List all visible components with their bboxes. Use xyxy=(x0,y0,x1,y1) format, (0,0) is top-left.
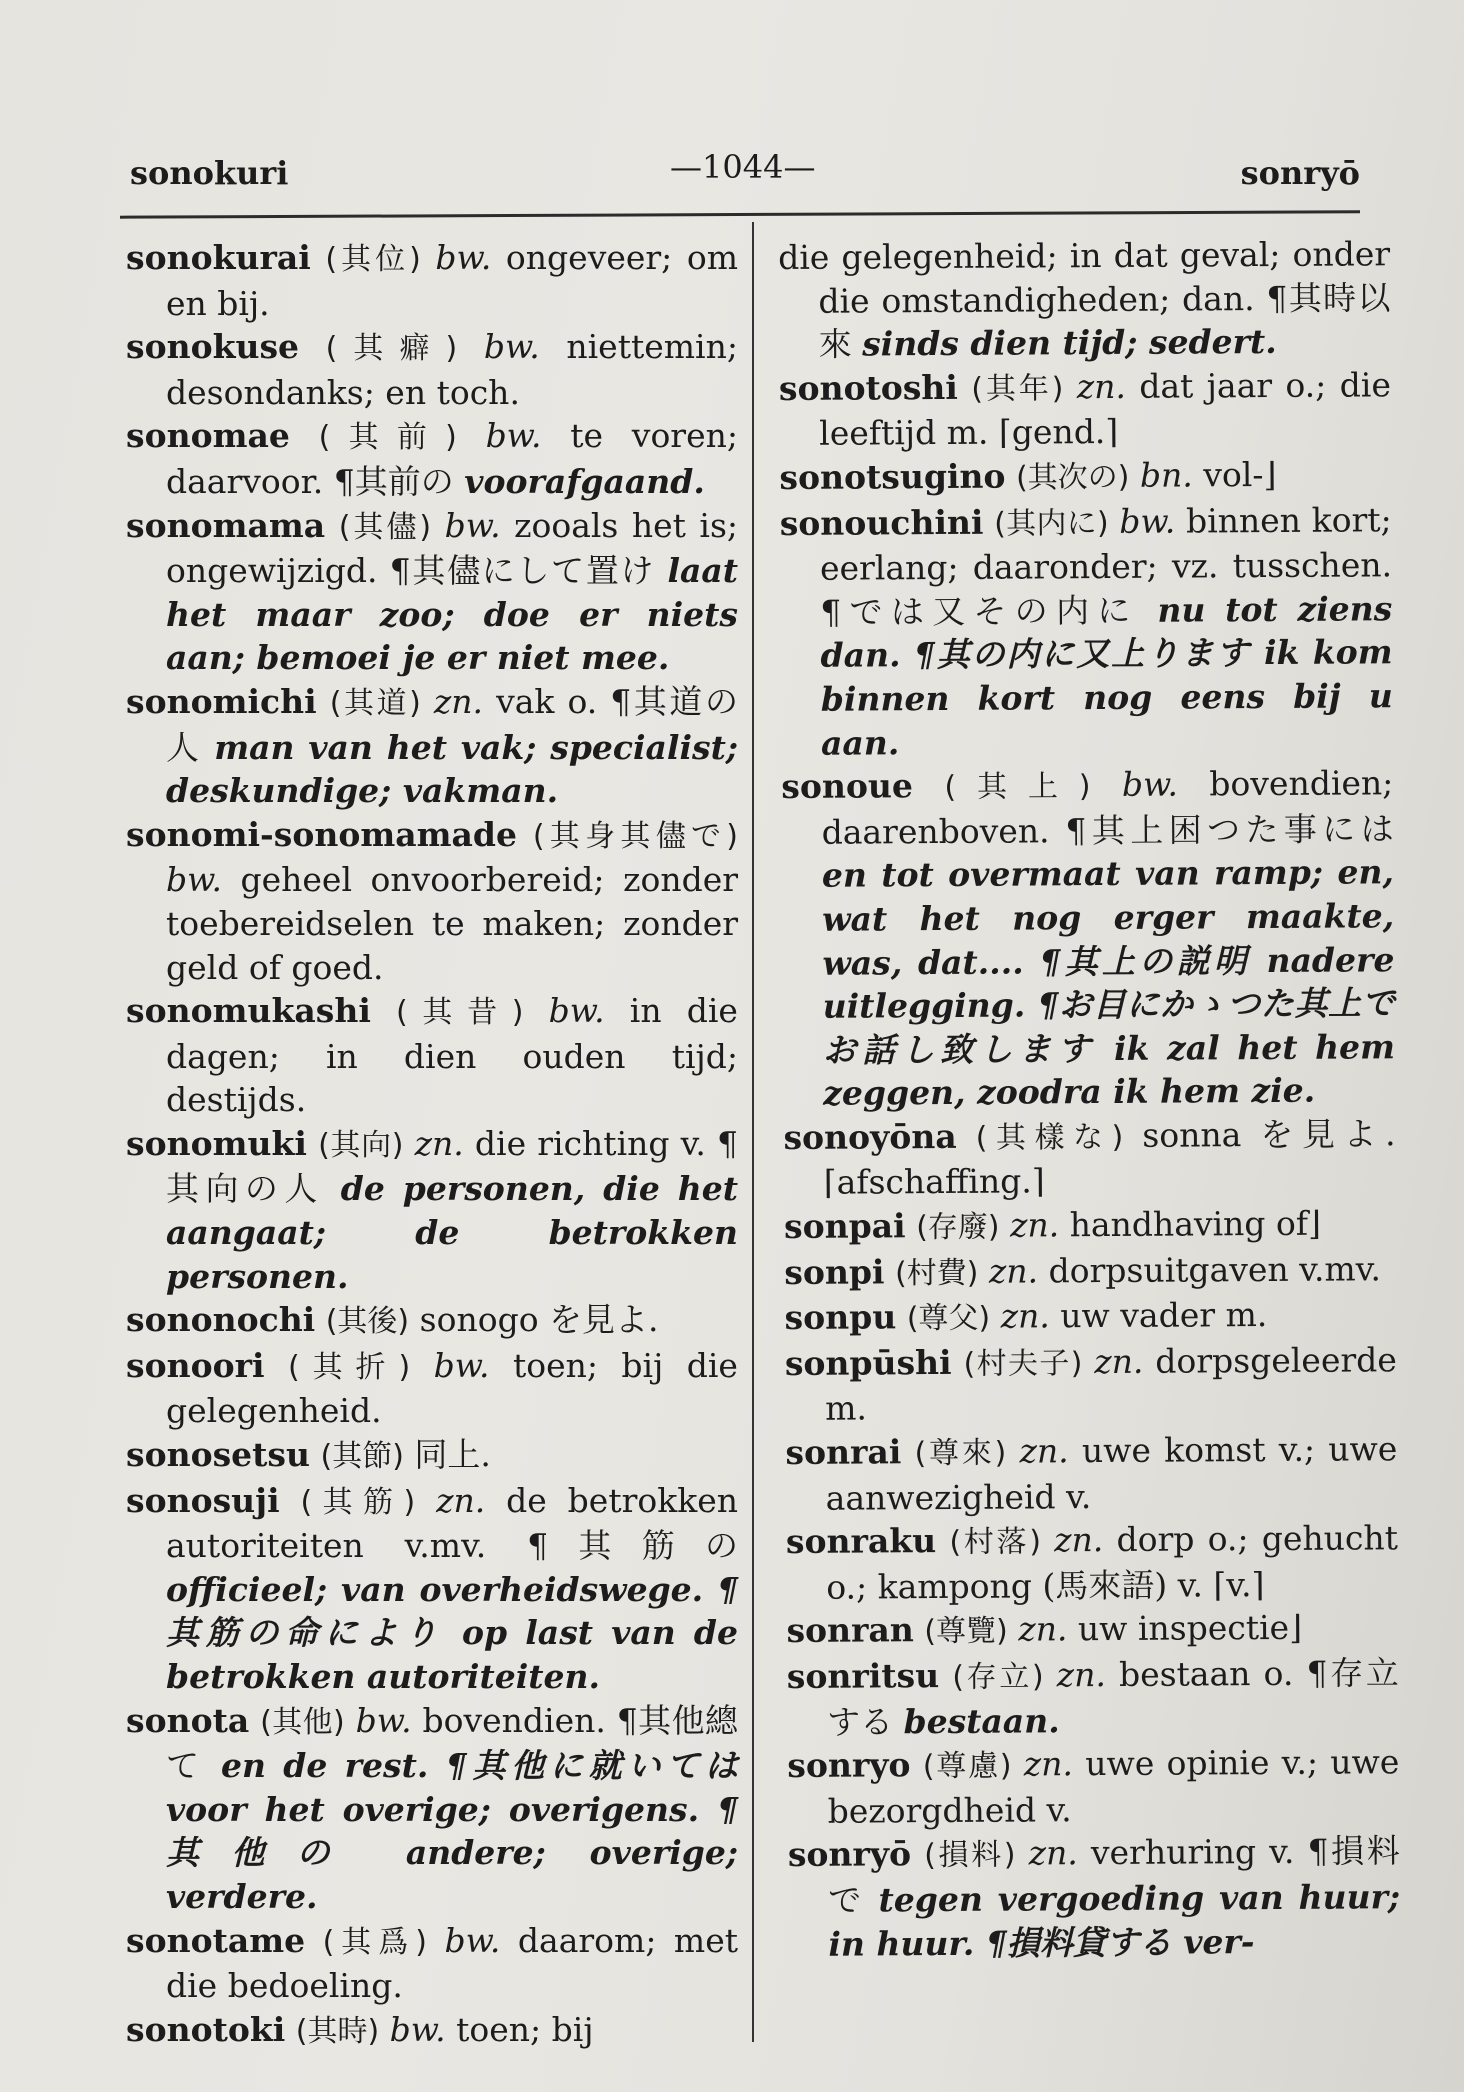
entry-headword: sonotsugino xyxy=(779,456,1006,497)
dictionary-entry xyxy=(788,1830,1401,1967)
entry-headword: sonomuki xyxy=(126,1123,307,1163)
entry-definition: vol-⌋ xyxy=(1203,454,1277,495)
entry-definition: verhuring v. ¶損料で xyxy=(828,1831,1400,1920)
entry-kanji: (尊來) xyxy=(914,1435,1007,1472)
dictionary-entry xyxy=(779,363,1392,456)
entry-part-of-speech: bw. xyxy=(444,1920,501,1960)
entry-kanji: (其折) xyxy=(287,1349,411,1385)
entry-part-of-speech: bw. xyxy=(355,1700,412,1740)
dictionary-entry xyxy=(780,498,1394,765)
entry-definition: uw vader m. xyxy=(1060,1295,1268,1336)
entry-headword: sonouchini xyxy=(779,502,984,543)
entry-part-of-speech: bw. xyxy=(1119,501,1176,541)
entry-kanji: (其爲) xyxy=(322,1924,427,1960)
entry-headword: sonoori xyxy=(126,1345,265,1385)
entry-kanji: (其位) xyxy=(325,242,421,277)
entry-example: de personen, die het aangaat; de betrokken personen. xyxy=(166,1169,739,1296)
header-right-guideword: sonryō xyxy=(1240,154,1360,192)
entry-definition: uw inspectie⌋ xyxy=(1077,1608,1303,1649)
entry-definition: uwe komst v.; uwe aanwezigheid v. xyxy=(825,1429,1398,1518)
entry-definition: 同上. xyxy=(414,1435,491,1475)
entry-definition: die gelegenheid; in dat geval; onder die omstandigheden; dan. ¶其時以來 xyxy=(778,234,1391,364)
dictionary-entry xyxy=(781,761,1395,1115)
dictionary-entry xyxy=(126,813,738,989)
entry-part-of-speech: bw. xyxy=(435,238,492,277)
entry-kanji: (其節) xyxy=(320,1439,404,1475)
entry-part-of-speech: zn. xyxy=(1019,1431,1069,1471)
entry-headword: sonryō xyxy=(787,1834,912,1875)
entry-part-of-speech: bw. xyxy=(166,860,222,900)
dictionary-entry xyxy=(126,1433,738,1479)
page-header xyxy=(130,148,1360,198)
entry-kanji: (存立) xyxy=(952,1659,1044,1695)
entry-headword: sonotoshi xyxy=(778,367,959,408)
dictionary-entry xyxy=(126,1298,738,1344)
entry-kanji: (其内に) xyxy=(994,505,1109,542)
entry-part-of-speech: zn. xyxy=(414,1123,464,1163)
entry-headword: sonrai xyxy=(785,1432,902,1473)
entry-part-of-speech: zn. xyxy=(1000,1296,1050,1336)
entry-part-of-speech: zn. xyxy=(1028,1833,1078,1873)
entry-headword: sonosetsu xyxy=(126,1435,310,1475)
page-number: —1044— xyxy=(670,148,816,186)
entry-definition: niettemin; desondanks; en toch. xyxy=(166,327,738,412)
entry-part-of-speech: zn. xyxy=(1056,1655,1106,1695)
entry-headword: sonpu xyxy=(784,1297,897,1338)
entry-part-of-speech: zn. xyxy=(1023,1744,1074,1784)
entry-part-of-speech: bw. xyxy=(444,505,501,545)
entry-definition: te voren; daarvoor. ¶其前の xyxy=(166,416,738,501)
dictionary-entry xyxy=(126,325,738,414)
entry-part-of-speech: bw. xyxy=(389,2009,446,2049)
entry-definition: zooals het is; ongewijzigd. ¶其儘にして置け xyxy=(166,505,738,591)
dictionary-entry xyxy=(784,1247,1396,1296)
entry-kanji: (尊父) xyxy=(906,1300,991,1337)
entry-part-of-speech: zn. xyxy=(1094,1341,1144,1381)
entry-example: man van het vak; specialist; deskundige; vakman. xyxy=(166,727,739,811)
entry-part-of-speech: zn. xyxy=(1018,1609,1068,1649)
right-column xyxy=(778,232,1401,1966)
entry-kanji: (其上) xyxy=(944,769,1091,806)
entry-definition: ongeveer; om en bij. xyxy=(166,238,738,323)
entry-part-of-speech: bn. xyxy=(1139,455,1193,495)
dictionary-entry xyxy=(784,1292,1396,1341)
dictionary-entry xyxy=(126,1699,738,1919)
entry-kanji: (尊覽) xyxy=(924,1614,1008,1650)
entry-kanji: (其次の) xyxy=(1015,459,1130,496)
entry-kanji: (村夫子) xyxy=(963,1346,1083,1382)
entry-part-of-speech: zn. xyxy=(1009,1205,1060,1245)
dictionary-entry xyxy=(787,1651,1400,1744)
entry-kanji: (其向) xyxy=(318,1127,404,1163)
entry-headword: sonoyōna xyxy=(783,1116,957,1157)
dictionary-entry xyxy=(785,1427,1398,1520)
entry-headword: sonpai xyxy=(783,1206,906,1247)
entry-definition: handhaving of⌋ xyxy=(1069,1203,1322,1245)
entry-definition: dorpsgeleerde m. xyxy=(825,1340,1397,1429)
entry-example: bestaan. xyxy=(903,1700,1060,1741)
dictionary-entry xyxy=(126,414,738,503)
entry-part-of-speech: bw. xyxy=(433,1345,490,1385)
dictionary-entry xyxy=(126,680,738,813)
dictionary-entry xyxy=(126,1479,738,1699)
entry-definition: vak o. ¶其道の人 xyxy=(166,681,738,767)
dictionary-entry xyxy=(784,1201,1396,1250)
entry-headword: sonotame xyxy=(126,1920,306,1960)
entry-definition: sonna を見よ. ⌈afschaffing.⌉ xyxy=(823,1114,1396,1203)
entry-headword: sonomama xyxy=(126,505,326,545)
dictionary-entry xyxy=(126,504,738,680)
entry-part-of-speech: bw. xyxy=(1121,764,1179,805)
entry-headword: sonomichi xyxy=(126,681,317,721)
entry-definition: binnen kort; eerlang; daaronder; vz. tusschen. ¶では又その内に xyxy=(819,499,1393,632)
entry-headword: sonotoki xyxy=(126,2009,286,2049)
entry-headword: sonomukashi xyxy=(126,991,371,1031)
entry-example: voorafgaand. xyxy=(464,461,705,501)
entry-kanji: (其前) xyxy=(318,420,457,456)
entry-example: tegen vergoeding van huur; in huur. ¶損料貸する ver- xyxy=(828,1877,1401,1964)
entry-kanji: (其身其儘で) xyxy=(532,818,738,854)
entry-definition: in die dagen; in dien ouden tijd; destijds. xyxy=(166,991,738,1120)
entry-example: nu tot ziens dan. ¶其の内に又上ります ik kom binnen kort nog eens bij u aan. xyxy=(820,589,1393,763)
entry-kanji: (其時) xyxy=(295,2013,380,2049)
header-left-guideword: sonokuri xyxy=(130,154,289,192)
entry-kanji: (村落) xyxy=(949,1524,1042,1561)
entry-definition: dorp o.; gehucht o.; kampong (馬來語) v. ⌈v.⌉ xyxy=(826,1518,1399,1607)
entry-kanji: (損料) xyxy=(924,1837,1016,1874)
entry-headword: sonpūshi xyxy=(784,1342,952,1383)
entry-part-of-speech: zn. xyxy=(436,1480,486,1520)
entry-definition: geheel onvoorbereid; zonder toebereidselen te maken; zonder geld of goed. xyxy=(166,860,739,987)
entry-headword: sonritsu xyxy=(786,1656,940,1696)
entry-kanji: (尊慮) xyxy=(922,1748,1012,1785)
entry-definition: bovendien; daarenboven. ¶其上困つた事には xyxy=(821,763,1394,852)
entry-definition: toen; bij xyxy=(456,2009,594,2049)
entry-headword: sonraku xyxy=(785,1521,937,1562)
entry-kanji: (其道) xyxy=(329,685,421,721)
entry-example: en de rest. ¶其他に就いては voor het overige; overigens. ¶其他の andere; overige; verdere. xyxy=(166,1746,738,1916)
entry-definition: die richting v. ¶其向の人 xyxy=(166,1123,738,1209)
dictionary-entry xyxy=(783,1112,1396,1205)
dictionary-entry xyxy=(126,236,738,325)
dictionary-entry xyxy=(785,1338,1398,1431)
entry-headword: sonomae xyxy=(126,416,290,456)
entry-kanji: (其樣な) xyxy=(975,1119,1124,1156)
entry-part-of-speech: zn. xyxy=(988,1251,1039,1291)
entry-headword: sononochi xyxy=(126,1300,316,1340)
dictionary-entry xyxy=(126,2008,738,2054)
entry-headword: sonryo xyxy=(787,1745,911,1786)
entry-headword: sonota xyxy=(126,1700,250,1740)
entry-kanji: (其癖) xyxy=(325,331,458,367)
entry-definition: daarom; met die bedoeling. xyxy=(166,1920,738,2006)
dictionary-entry xyxy=(126,1344,738,1433)
entry-headword: sonomi-sonomamade xyxy=(126,814,518,854)
dictionary-entry xyxy=(126,1919,738,2008)
entry-definition: de betrokken autoriteiten v.mv. ¶其筋の xyxy=(166,1480,739,1566)
entry-part-of-speech: zn. xyxy=(433,681,484,721)
entry-kanji: (其昔) xyxy=(396,995,524,1031)
column-divider xyxy=(752,222,754,2042)
left-column xyxy=(126,236,738,2053)
dictionary-entry xyxy=(779,452,1391,501)
entry-part-of-speech: zn. xyxy=(1076,366,1127,406)
entry-headword: sonran xyxy=(786,1610,914,1651)
entry-part-of-speech: zn. xyxy=(1054,1520,1104,1560)
entry-kanji: (其儘) xyxy=(338,509,432,545)
dictionary-entry xyxy=(786,1606,1398,1655)
dictionary-entry xyxy=(786,1516,1399,1609)
entry-example: officieel; van overheidswege. ¶其筋の命により op last van de betrokken autoriteiten. xyxy=(166,1569,738,1696)
entry-part-of-speech: bw. xyxy=(548,991,605,1031)
entry-kanji: (村費) xyxy=(894,1255,979,1291)
entry-headword: sonoue xyxy=(781,766,914,807)
header-rule xyxy=(120,210,1360,218)
entry-definition: sonogo を見よ. xyxy=(419,1300,659,1340)
entry-kanji: (其筋) xyxy=(300,1484,416,1520)
entry-example: en tot overmaat van ramp; en, wat het nog erger maakte, was, dat.... ¶其上の説明 nadere uitlegging. ¶お目にかゝつた其上でお話し致します ik zal het hem zeggen, zoodra ik hem zie. xyxy=(821,852,1396,1114)
dictionary-entry xyxy=(126,1122,738,1298)
entry-example: sinds dien tijd; sedert. xyxy=(862,322,1277,364)
entry-definition: bestaan o. ¶存立する xyxy=(826,1653,1399,1742)
entry-definition: uwe opinie v.; uwe bezorgdheid v. xyxy=(827,1742,1400,1831)
entry-kanji: (其他) xyxy=(260,1704,345,1740)
entry-part-of-speech: bw. xyxy=(483,327,540,367)
entry-kanji: (存廢) xyxy=(916,1209,1000,1246)
entry-headword: sonokuse xyxy=(126,327,300,367)
entry-headword: sonpi xyxy=(784,1252,885,1292)
entry-example: laat het maar zoo; doe er niets aan; bemoei je er niet mee. xyxy=(166,551,738,678)
dictionary-entry xyxy=(778,232,1391,367)
entry-definition: dat jaar o.; die leeftijd m. ⌈gend.⌉ xyxy=(819,365,1392,454)
entry-definition: dorpsuitgaven v.mv. xyxy=(1048,1248,1382,1291)
entry-part-of-speech: bw. xyxy=(485,416,542,456)
dictionary-entry xyxy=(126,989,738,1122)
entry-headword: sonokurai xyxy=(126,238,311,277)
entry-definition: bovendien. ¶其他總て xyxy=(166,1700,738,1786)
entry-kanji: (其後) xyxy=(325,1304,410,1340)
entry-headword: sonosuji xyxy=(126,1480,280,1520)
entry-definition: toen; bij die gelegenheid. xyxy=(166,1345,738,1431)
entry-kanji: (其年) xyxy=(971,371,1064,407)
dictionary-entry xyxy=(787,1740,1400,1833)
